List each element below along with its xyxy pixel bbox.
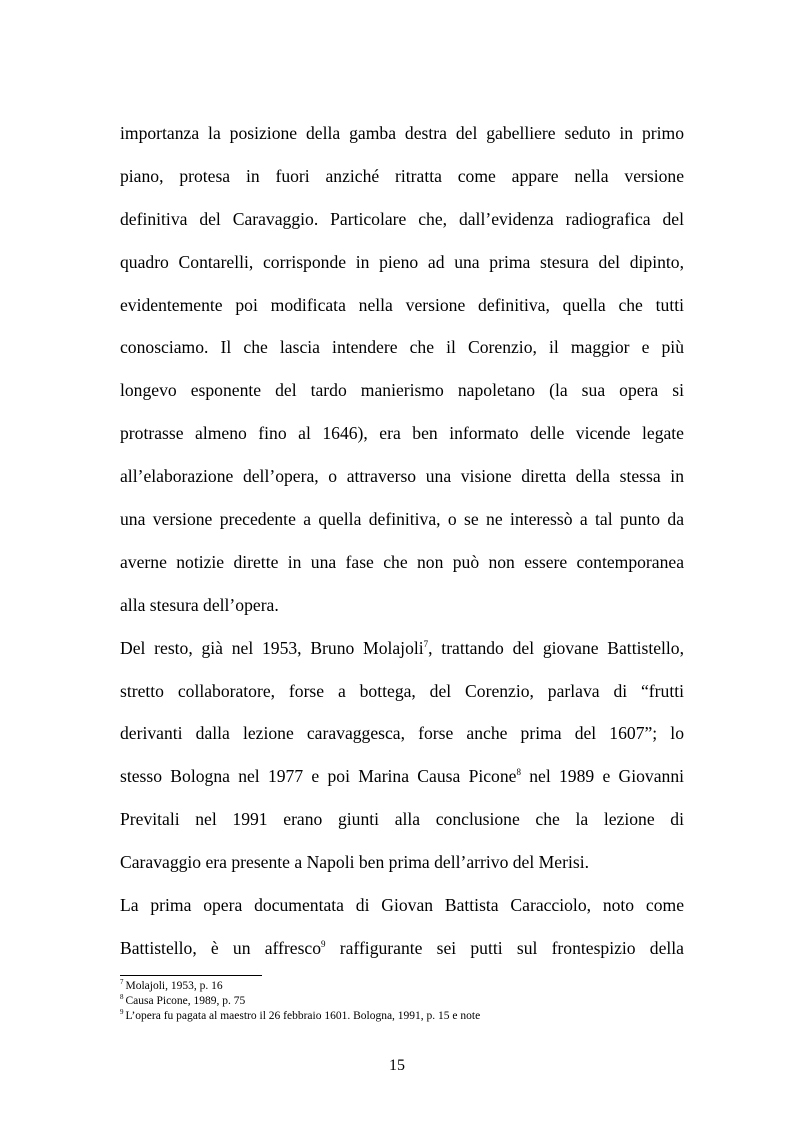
paragraph-1-line: quadro Contarelli, corrisponde in pieno ad una prima stesura del dipinto, (120, 251, 684, 272)
text-segment: , trattando del giovane Battistello, (428, 637, 684, 658)
paragraph-2-line: Caravaggio era presente a Napoli ben prima dell’arrivo del Merisi. (120, 852, 589, 873)
paragraph-2-line (120, 755, 684, 798)
paragraph-1-line: longevo esponente del tardo manierismo napoletano (la sua opera si (120, 380, 684, 401)
paragraph-1-line: definitiva del Caravaggio. Particolare che, dall’evidenza radiografica del (120, 208, 684, 229)
paragraph-1-line: alla stesura dell’opera. (120, 594, 279, 615)
paragraph-2-line: derivanti dalla lezione caravaggesca, forse anche prima del 1607”; lo (120, 723, 684, 744)
footnote-ref-8: 8 (516, 767, 521, 778)
paragraph-1-line: averne notizie dirette in una fase che non può non essere contemporanea (120, 551, 684, 572)
footnote-ref-7: 7 (423, 638, 429, 649)
paragraph-1-line: importanza la posizione della gamba destra del gabelliere seduto in primo (120, 123, 684, 143)
page-number: 15 (389, 1057, 405, 1074)
footnote-number: 8 (120, 992, 124, 1001)
paragraph-1-line: protrasse almeno fino al 1646), era ben informato delle vicende legate (120, 423, 684, 444)
footnote-text: L’opera fu pagata al maestro il 26 febbraio 1601. Bologna, 1991, p. 15 e note (125, 1009, 481, 1022)
paragraph-1-line: all’elaborazione dell’opera, o attraverso una visione diretta della stessa in (120, 466, 684, 487)
paragraph-3-line (120, 927, 684, 970)
paragraph-1-line: piano, protesa in fuori anziché ritratta come appare nella versione (120, 165, 684, 186)
footnotes (120, 979, 684, 1023)
footnote-number: 7 (120, 978, 124, 987)
footnote-text: Causa Picone, 1989, p. 75 (125, 994, 246, 1007)
footnote-text: Molajoli, 1953, p. 16 (125, 980, 223, 992)
text-segment: Battistello, è un affresco (120, 937, 322, 958)
paragraph-1-line: una versione precedente a quella definitiva, o se ne interessò a tal punto da (120, 509, 684, 530)
text-segment: nel 1989 e Giovanni (520, 766, 685, 787)
paragraph-1-line: evidentemente poi modificata nella versione definitiva, quella che tutti (120, 294, 684, 315)
text-segment: stesso Bologna nel 1977 e poi Marina Causa Picone (120, 766, 517, 787)
text-segment: raffigurante sei putti sul frontespizio della (325, 937, 684, 958)
footnote-8 (120, 994, 684, 1009)
paragraph-2-line (120, 627, 684, 670)
footnote-ref-9: 9 (321, 939, 326, 950)
footnote-number: 9 (120, 1007, 124, 1016)
paragraph-1-line: conosciamo. Il che lascia intendere che il Corenzio, il maggior e più (120, 337, 684, 358)
paragraph-2-line: Previtali nel 1991 erano giunti alla conclusione che la lezione di (120, 809, 684, 830)
footnote-9 (120, 1009, 684, 1024)
body-text (120, 112, 684, 970)
text-segment: Del resto, già nel 1953, Bruno Molajoli (120, 637, 424, 658)
paragraph-2-line: stretto collaboratore, forse a bottega, del Corenzio, parlava di “frutti (120, 680, 684, 701)
footnote-separator (120, 975, 262, 976)
footnote-7 (120, 979, 684, 994)
paragraph-3-line: La prima opera documentata di Giovan Battista Caracciolo, noto come (120, 895, 684, 916)
